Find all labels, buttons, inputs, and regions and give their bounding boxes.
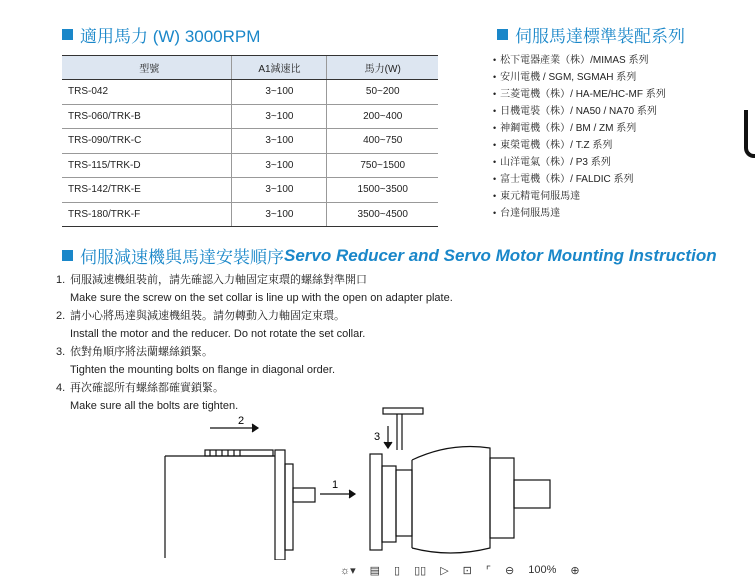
step-zh-line: 4. 再次確認所有螺絲都確實鎖緊。 xyxy=(56,382,224,394)
model-cell: TRS-090/TRK-C xyxy=(62,129,232,154)
zoom-level[interactable]: 100% xyxy=(528,564,557,576)
step-zh-line: 2. 請小心將馬達與減速機組裝。請勿轉動入力軸固定束環。 xyxy=(56,310,345,322)
power-cell: 50~200 xyxy=(327,80,438,105)
document-icon[interactable]: ▯ xyxy=(394,564,401,577)
motor-shaft xyxy=(293,488,315,502)
reducer-housing xyxy=(412,447,490,554)
zoom-out-icon[interactable]: ⊖ xyxy=(505,564,515,577)
model-cell: TRS-060/TRK-B xyxy=(62,104,232,129)
power-spec-table xyxy=(62,55,438,227)
model-cell: TRS-180/TRK-F xyxy=(62,202,232,227)
power-cell: 3500~4500 xyxy=(327,202,438,227)
list-item: • 神鋼電機（株）/ BM / ZM 系列 xyxy=(493,120,666,137)
list-item: • 松下電器產業（株）/MIMAS 系列 xyxy=(493,52,666,69)
power-cell: 400~750 xyxy=(327,129,438,154)
diagram-label-3: 3 xyxy=(374,431,381,443)
crop-icon[interactable]: ⌜ xyxy=(485,564,492,577)
page-edge-mark xyxy=(744,110,755,158)
ratio-cell: 3~100 xyxy=(232,153,327,178)
list-item: • 東元精電伺服馬達 xyxy=(493,188,666,205)
instruction-steps xyxy=(56,271,453,415)
two-page-icon[interactable]: ▯▯ xyxy=(414,564,427,577)
list-item: • 三菱電機（株）/ HA-ME/HC-MF 系列 xyxy=(493,86,666,103)
model-cell: TRS-142/TRK-E xyxy=(62,178,232,203)
wrench-handle xyxy=(383,408,423,414)
ratio-cell: 3~100 xyxy=(232,80,327,105)
table-row xyxy=(62,178,438,203)
ratio-cell: 3~100 xyxy=(232,129,327,154)
list-item: • 台達伺服馬達 xyxy=(493,205,666,222)
brightness-icon[interactable]: ☼▾ xyxy=(340,564,356,577)
mount-title-en: Servo Reducer and Servo Motor Mounting Instruction xyxy=(284,245,717,265)
column-header: 型號 xyxy=(62,56,232,80)
step-en-line: Make sure the screw on the set collar is line up with the open on adapter plate. xyxy=(70,292,453,304)
table-header-row xyxy=(62,56,438,80)
viewer-toolbar xyxy=(340,562,755,578)
motor-flange xyxy=(275,450,285,560)
list-item: • 安川電機 / SGM, SGMAH 系列 xyxy=(493,69,666,86)
zoom-in-icon[interactable]: ⊕ xyxy=(570,564,580,577)
fit-page-icon[interactable]: ⊡ xyxy=(462,564,472,577)
motors-title-text: 伺服馬達標準裝配系列 xyxy=(515,27,685,46)
adapter-plate xyxy=(370,454,382,550)
reducer-output-flange xyxy=(490,458,514,538)
ratio-cell: 3~100 xyxy=(232,202,327,227)
motor-pilot xyxy=(285,464,293,550)
step-en-line: Tighten the mounting bolts on flange in diagonal order. xyxy=(70,364,335,376)
mount-title-zh: 伺服減速機與馬達安裝順序 xyxy=(80,248,284,267)
table-row xyxy=(62,129,438,154)
model-cell: TRS-042 xyxy=(62,80,232,105)
step-en-line: Install the motor and the reducer. Do not rotate the set collar. xyxy=(70,328,366,340)
column-header: 馬力(W) xyxy=(327,56,438,80)
step-en-line: Make sure all the bolts are tighten. xyxy=(70,400,239,412)
adapter-body xyxy=(382,466,396,542)
step-zh-line: 1. 伺服減速機組裝前，請先確認入力軸固定束環的螺絲對準開口 xyxy=(56,274,367,286)
screwdriver-shaft-2 xyxy=(205,450,273,456)
output-shaft xyxy=(514,480,550,508)
table-row xyxy=(62,202,438,227)
column-header: A1減速比 xyxy=(232,56,327,80)
power-cell: 1500~3500 xyxy=(327,178,438,203)
ratio-cell: 3~100 xyxy=(232,104,327,129)
table-row xyxy=(62,80,438,105)
power-section-title xyxy=(62,22,260,47)
motor-series-list xyxy=(493,52,666,222)
mount-section-title xyxy=(62,243,717,268)
model-cell: TRS-115/TRK-D xyxy=(62,153,232,178)
set-collar xyxy=(396,470,412,536)
step-zh-line: 3. 依對角順序將法蘭螺絲鎖緊。 xyxy=(56,346,213,358)
mounting-diagram xyxy=(150,398,570,560)
square-icon xyxy=(62,250,73,261)
table-row xyxy=(62,104,438,129)
motors-section-title xyxy=(497,22,685,47)
list-item: • 日機電裝（株）/ NA50 / NA70 系列 xyxy=(493,103,666,120)
square-icon xyxy=(497,29,508,40)
list-item: • 山洋電氣（株）/ P3 系列 xyxy=(493,154,666,171)
list-item: • 東榮電機（株）/ T.Z 系列 xyxy=(493,137,666,154)
diagram-label-1: 1 xyxy=(332,479,339,491)
play-icon[interactable]: ▷ xyxy=(440,564,449,577)
power-title-text: 適用馬力 (W) 3000RPM xyxy=(80,27,261,46)
power-cell: 200~400 xyxy=(327,104,438,129)
square-icon xyxy=(62,29,73,40)
diagram-label-2: 2 xyxy=(238,415,245,427)
list-item: • 富士電機（株）/ FALDIC 系列 xyxy=(493,171,666,188)
ratio-cell: 3~100 xyxy=(232,178,327,203)
table-row xyxy=(62,153,438,178)
single-page-icon[interactable]: ▤ xyxy=(369,564,381,577)
power-cell: 750~1500 xyxy=(327,153,438,178)
